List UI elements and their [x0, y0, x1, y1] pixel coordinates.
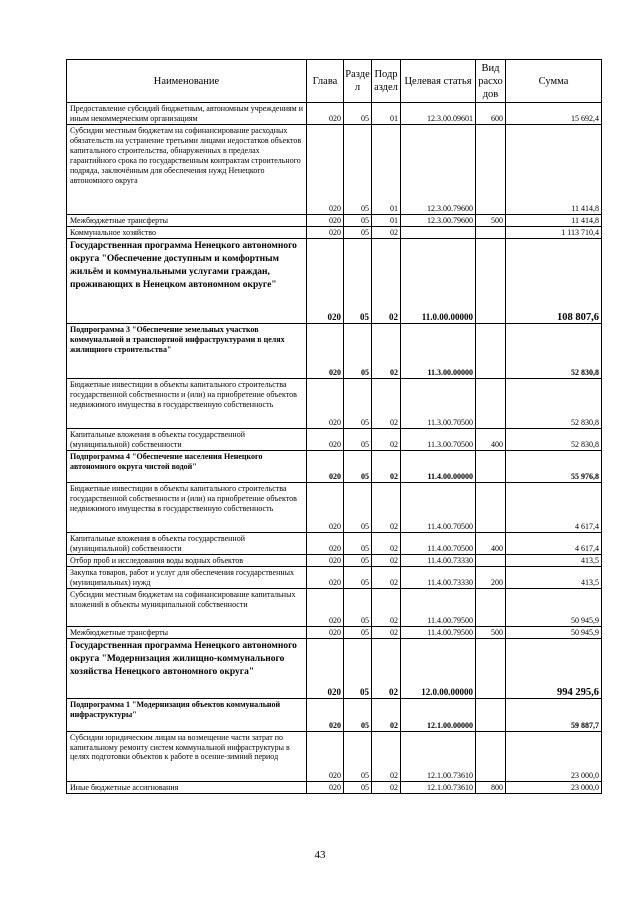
- cell-amount: 15 692,4: [506, 103, 602, 125]
- cell-subsection: 01: [372, 125, 401, 215]
- cell-section: 05: [344, 731, 372, 781]
- cell-amount: 1 113 710,4: [506, 226, 602, 238]
- cell-amount: 4 617,4: [506, 482, 602, 532]
- table-row: [67, 588, 602, 626]
- table-row: [67, 103, 602, 125]
- table-row: [67, 532, 602, 554]
- cell-kind: 500: [476, 626, 506, 638]
- cell-target: 11.4.00.73330: [401, 566, 476, 588]
- cell-name: Межбюджетные трансферты: [67, 215, 307, 227]
- cell-amount: 59 887,7: [506, 698, 602, 731]
- cell-kind: [476, 638, 506, 698]
- cell-name: Субсидии юридическим лицам на возмещение части затрат по капитальному ремонту систем коммунальной инфраструктуры в целях подготовки объектов к работе в осенне-зимний период: [67, 731, 307, 781]
- cell-subsection: 02: [372, 450, 401, 482]
- cell-amount: 108 807,6: [506, 238, 602, 323]
- cell-name: Капитальные вложения в объекты государственной (муниципальной) собственности: [67, 532, 307, 554]
- cell-subsection: 02: [372, 323, 401, 378]
- cell-target: 11.4.00.70500: [401, 482, 476, 532]
- cell-target: 12.0.00.00000: [401, 638, 476, 698]
- cell-subsection: 02: [372, 482, 401, 532]
- header-chapter: Глава: [307, 60, 344, 103]
- cell-target: 12.1.00.73610: [401, 731, 476, 781]
- cell-kind: [476, 125, 506, 215]
- cell-target: 12.3.00.09601: [401, 103, 476, 125]
- budget-table: [66, 59, 602, 794]
- cell-subsection: 02: [372, 226, 401, 238]
- cell-amount: 994 295,6: [506, 638, 602, 698]
- cell-kind: [476, 698, 506, 731]
- cell-target: 11.4.00.73330: [401, 554, 476, 566]
- cell-target: 12.3.00.79600: [401, 125, 476, 215]
- cell-amount: 50 945,9: [506, 626, 602, 638]
- cell-name: Подпрограмма 3 "Обеспечение земельных участков коммунальной и транспортной инфраструктурами в целях жилищного строительства": [67, 323, 307, 378]
- cell-subsection: 02: [372, 781, 401, 793]
- cell-subsection: 02: [372, 428, 401, 450]
- cell-amount: 413,5: [506, 566, 602, 588]
- cell-subsection: 02: [372, 554, 401, 566]
- cell-subsection: 02: [372, 566, 401, 588]
- cell-kind: [476, 378, 506, 428]
- header-amount: Сумма: [506, 60, 602, 103]
- cell-kind: [476, 323, 506, 378]
- cell-amount: 23 000,0: [506, 731, 602, 781]
- cell-target: [401, 226, 476, 238]
- cell-name: Отбор проб и исследования воды водных объектов: [67, 554, 307, 566]
- cell-chapter: 020: [307, 428, 344, 450]
- cell-target: 12.3.00.79600: [401, 215, 476, 227]
- table-row: [67, 226, 602, 238]
- cell-target: 11.4.00.00000: [401, 450, 476, 482]
- cell-kind: [476, 588, 506, 626]
- table-row: [67, 566, 602, 588]
- cell-target: 11.3.00.70500: [401, 428, 476, 450]
- cell-kind: [476, 238, 506, 323]
- cell-kind: [476, 554, 506, 566]
- cell-chapter: 020: [307, 323, 344, 378]
- table-row: [67, 781, 602, 793]
- table-row: [67, 428, 602, 450]
- table-header-row: [67, 60, 602, 103]
- cell-name: Субсидии местным бюджетам на софинансирование капитальных вложений в объекты муниципальной собственности: [67, 588, 307, 626]
- cell-amount: 11 414,8: [506, 125, 602, 215]
- cell-chapter: 020: [307, 226, 344, 238]
- table-row: [67, 215, 602, 227]
- table-row-subprogram: [67, 698, 602, 731]
- cell-name: Государственная программа Ненецкого автономного округа "Обеспечение доступным и комфортным жильём и коммунальными услугами граждан, проживающих в Ненецком автономном округе": [67, 238, 307, 323]
- cell-chapter: 020: [307, 378, 344, 428]
- cell-section: 05: [344, 566, 372, 588]
- cell-target: 11.4.00.79500: [401, 626, 476, 638]
- cell-section: 05: [344, 428, 372, 450]
- table-row: [67, 378, 602, 428]
- cell-section: 05: [344, 626, 372, 638]
- cell-chapter: 020: [307, 626, 344, 638]
- cell-section: 05: [344, 238, 372, 323]
- cell-amount: 52 830,8: [506, 323, 602, 378]
- cell-amount: 11 414,8: [506, 215, 602, 227]
- cell-name: Бюджетные инвестиции в объекты капитального строительства государственной собственности и (или) на приобретение объектов недвижимого имущества в государственную собственность: [67, 378, 307, 428]
- page-number: 43: [314, 849, 326, 861]
- cell-section: 05: [344, 103, 372, 125]
- cell-subsection: 02: [372, 638, 401, 698]
- table-row: [67, 554, 602, 566]
- table-row-program: [67, 638, 602, 698]
- header-subsection: Подр аздел: [372, 60, 401, 103]
- table-row-subprogram: [67, 450, 602, 482]
- cell-kind: 600: [476, 103, 506, 125]
- cell-amount: 50 945,9: [506, 588, 602, 626]
- cell-subsection: 02: [372, 731, 401, 781]
- header-name: Наименование: [67, 60, 307, 103]
- cell-kind: 500: [476, 215, 506, 227]
- cell-section: 05: [344, 588, 372, 626]
- cell-amount: 52 830,8: [506, 428, 602, 450]
- cell-name: Иные бюджетные ассигнования: [67, 781, 307, 793]
- cell-chapter: 020: [307, 781, 344, 793]
- cell-amount: 413,5: [506, 554, 602, 566]
- cell-kind: 200: [476, 566, 506, 588]
- cell-section: 05: [344, 781, 372, 793]
- cell-target: 11.4.00.70500: [401, 532, 476, 554]
- cell-section: 05: [344, 378, 372, 428]
- cell-target: 12.1.00.00000: [401, 698, 476, 731]
- cell-section: 05: [344, 323, 372, 378]
- cell-chapter: 020: [307, 482, 344, 532]
- header-kind: Вид расхо дов: [476, 60, 506, 103]
- cell-section: 05: [344, 638, 372, 698]
- cell-kind: [476, 450, 506, 482]
- cell-chapter: 020: [307, 125, 344, 215]
- cell-subsection: 01: [372, 215, 401, 227]
- cell-kind: [476, 482, 506, 532]
- cell-amount: 55 976,8: [506, 450, 602, 482]
- cell-section: 05: [344, 698, 372, 731]
- cell-amount: 23 000,0: [506, 781, 602, 793]
- table-row: [67, 482, 602, 532]
- cell-kind: 800: [476, 781, 506, 793]
- table-row-program: [67, 238, 602, 323]
- cell-name: Подпрограмма 1 "Модернизация объектов коммунальной инфраструктуры": [67, 698, 307, 731]
- cell-chapter: 020: [307, 731, 344, 781]
- header-section: Разде л: [344, 60, 372, 103]
- cell-name: Коммунальное хозяйство: [67, 226, 307, 238]
- cell-subsection: 01: [372, 103, 401, 125]
- cell-name: Предоставление субсидий бюджетным, автономным учреждениям и иным некоммерческим организациям: [67, 103, 307, 125]
- budget-table-container: [66, 59, 602, 794]
- cell-subsection: 02: [372, 532, 401, 554]
- cell-subsection: 02: [372, 378, 401, 428]
- cell-section: 05: [344, 226, 372, 238]
- cell-target: 11.3.00.70500: [401, 378, 476, 428]
- cell-subsection: 02: [372, 238, 401, 323]
- cell-chapter: 020: [307, 698, 344, 731]
- cell-chapter: 020: [307, 238, 344, 323]
- cell-kind: 400: [476, 532, 506, 554]
- cell-section: 05: [344, 215, 372, 227]
- cell-name: Закупка товаров, работ и услуг для обеспечения государственных (муниципальных) нужд: [67, 566, 307, 588]
- cell-subsection: 02: [372, 588, 401, 626]
- cell-name: Государственная программа Ненецкого автономного округа "Модернизация жилищно-коммунального хозяйства Ненецкого автономного округа": [67, 638, 307, 698]
- cell-chapter: 020: [307, 588, 344, 626]
- cell-target: 11.3.00.00000: [401, 323, 476, 378]
- cell-section: 05: [344, 450, 372, 482]
- cell-name: Межбюджетные трансферты: [67, 626, 307, 638]
- cell-section: 05: [344, 532, 372, 554]
- cell-section: 05: [344, 125, 372, 215]
- cell-chapter: 020: [307, 554, 344, 566]
- cell-name: Бюджетные инвестиции в объекты капитального строительства государственной собственности и (или) на приобретение объектов недвижимого имущества в государственную собственность: [67, 482, 307, 532]
- cell-section: 05: [344, 482, 372, 532]
- cell-subsection: 02: [372, 698, 401, 731]
- cell-target: 11.0.00.00000: [401, 238, 476, 323]
- cell-chapter: 020: [307, 103, 344, 125]
- cell-section: 05: [344, 554, 372, 566]
- cell-chapter: 020: [307, 638, 344, 698]
- cell-chapter: 020: [307, 450, 344, 482]
- cell-kind: [476, 731, 506, 781]
- cell-name: Подпрограмма 4 "Обеспечение населения Ненецкого автономного округа чистой водой": [67, 450, 307, 482]
- cell-name: Капитальные вложения в объекты государственной (муниципальной) собственности: [67, 428, 307, 450]
- table-row: [67, 125, 602, 215]
- cell-chapter: 020: [307, 566, 344, 588]
- cell-kind: [476, 226, 506, 238]
- cell-subsection: 02: [372, 626, 401, 638]
- header-target: Целевая статья: [401, 60, 476, 103]
- cell-chapter: 020: [307, 532, 344, 554]
- cell-name: Субсидии местным бюджетам на софинансирование расходных обязательств на устранение третьими лицами недостатков объектов капитального строительства, обнаруженных в пределах гарантийного срока по государственным контрактам строительного подряда, заключённым для обеспечения нужд Ненецкого автономного округа: [67, 125, 307, 215]
- cell-kind: 400: [476, 428, 506, 450]
- cell-amount: 52 830,8: [506, 378, 602, 428]
- table-row: [67, 731, 602, 781]
- cell-chapter: 020: [307, 215, 344, 227]
- cell-amount: 4 617,4: [506, 532, 602, 554]
- table-row: [67, 626, 602, 638]
- table-row-subprogram: [67, 323, 602, 378]
- cell-target: 12.1.00.73610: [401, 781, 476, 793]
- cell-target: 11.4.00.79500: [401, 588, 476, 626]
